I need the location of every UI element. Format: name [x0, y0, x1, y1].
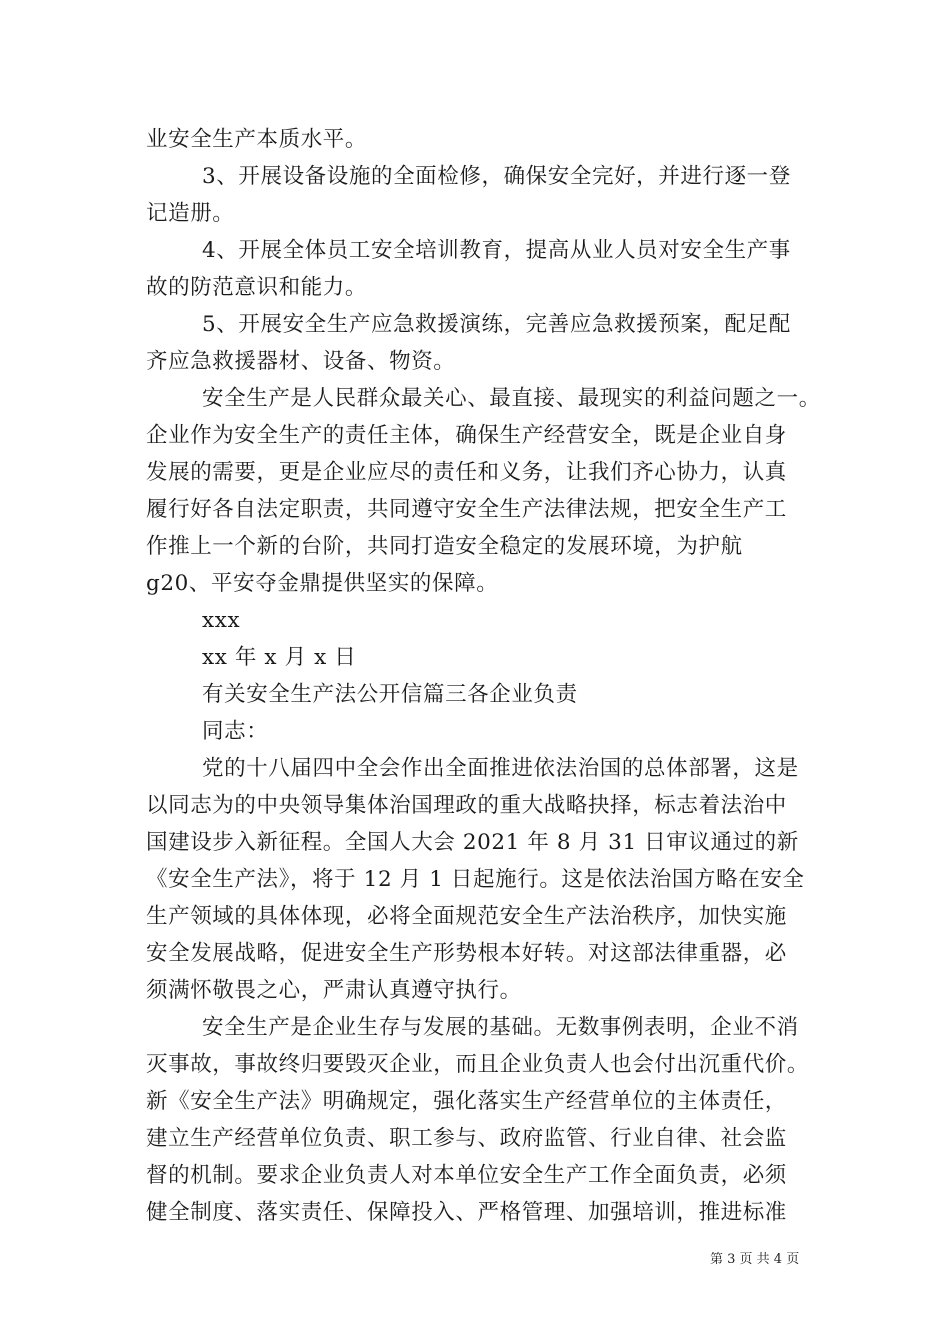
text-line: 建立生产经营单位负责、职工参与、政府监管、行业自律、社会监 — [146, 1126, 787, 1151]
text-line: 业安全生产本质水平。 — [146, 127, 368, 152]
text-line: 党的十八届四中全会作出全面推进依法治国的总体部署，这是 — [202, 756, 799, 781]
text-line: 发展的需要，更是企业应尽的责任和义务，让我们齐心协力，认真 — [146, 460, 787, 485]
signature-name: xxx — [202, 608, 241, 633]
text-line: 5、开展安全生产应急救援演练，完善应急救援预案，配足配 — [202, 312, 791, 337]
text-line: 新《安全生产法》明确规定，强化落实生产经营单位的主体责任， — [146, 1089, 787, 1114]
text-line: 履行好各自法定职责，共同遵守安全生产法律法规，把安全生产工 — [146, 497, 787, 522]
text-line: 齐应急救援器材、设备、物资。 — [146, 349, 456, 374]
text-line: 国建设步入新征程。全国人大会 2021 年 8 月 31 日审议通过的新 — [146, 830, 799, 855]
text-line: 督的机制。要求企业负责人对本单位安全生产工作全面负责，必须 — [146, 1163, 787, 1188]
text-line: 生产领域的具体体现，必将全面规范安全生产法治秩序，加快实施 — [146, 904, 787, 929]
salutation: 同志： — [202, 719, 269, 744]
page-number: 第 3 页 共 4 页 — [710, 1252, 800, 1267]
text-line: 记造册。 — [146, 201, 235, 226]
text-line: 健全制度、落实责任、保障投入、严格管理、加强培训，推进标准 — [146, 1200, 787, 1225]
text-line: 作推上一个新的台阶，共同打造安全稳定的发展环境，为护航 — [146, 534, 743, 559]
text-line: 须满怀敬畏之心，严肃认真遵守执行。 — [146, 978, 522, 1003]
text-line: 以同志为的中央领导集体治国理政的重大战略抉择，标志着法治中 — [146, 793, 787, 818]
text-line: g20、平安夺金鼎提供坚实的保障。 — [146, 571, 499, 596]
text-line: 安全生产是企业生存与发展的基础。无数事例表明，企业不消 — [202, 1015, 799, 1040]
signature-date: xx 年 x 月 x 日 — [202, 645, 357, 670]
text-line: 4、开展全体员工安全培训教育，提高从业人员对安全生产事 — [202, 238, 791, 263]
text-line: 《安全生产法》，将于 12 月 1 日起施行。这是依法治国方略在安全 — [146, 867, 805, 892]
text-line: 3、开展设备设施的全面检修，确保安全完好，并进行逐一登 — [202, 164, 791, 189]
text-line: 安全生产是人民群众最关心、最直接、最现实的利益问题之一。 — [202, 386, 821, 411]
text-line: 故的防范意识和能力。 — [146, 275, 368, 300]
text-line: 安全发展战略，促进安全生产形势根本好转。对这部法律重器，必 — [146, 941, 787, 966]
text-line: 企业作为安全生产的责任主体，确保生产经营安全，既是企业自身 — [146, 423, 787, 448]
text-line: 灭事故，事故终归要毁灭企业，而且企业负责人也会付出沉重代价。 — [146, 1052, 810, 1077]
section-title: 有关安全生产法公开信篇三各企业负责 — [202, 682, 578, 707]
